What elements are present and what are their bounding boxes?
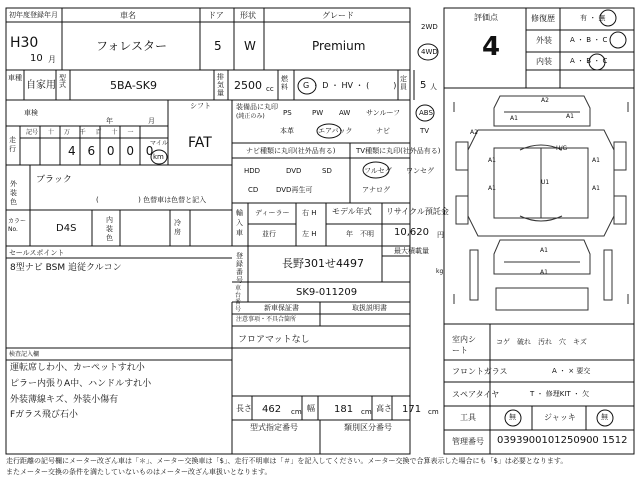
- notes: フロアマットなし: [238, 335, 310, 345]
- capacity-label: 定員: [400, 75, 407, 91]
- reg-month-unit: 月: [48, 55, 56, 64]
- usage-label: 車種: [8, 74, 22, 82]
- tv-oneseg: ワンセグ: [406, 167, 434, 175]
- selling-points-text: 8型ナビ BSM 追従クルコン: [10, 263, 122, 273]
- equip-ps: PS: [283, 109, 292, 117]
- tools-value: 無: [509, 413, 516, 421]
- height-unit: cm: [428, 408, 439, 416]
- inspector-line-3: 外装薄線キズ、外装小傷有: [10, 395, 119, 405]
- drive-4wd: 4WD: [421, 48, 438, 56]
- usage: 自家用: [26, 80, 56, 91]
- spare-label: スペアタイヤ: [452, 390, 500, 399]
- class-label: 類別区分番号: [344, 423, 392, 432]
- diag-label: U1: [541, 179, 550, 186]
- inspector-line-2: ピラー内張りA中、ハンドルすれ小: [10, 379, 152, 389]
- diag-label: A1: [592, 185, 600, 192]
- inspector-line-1: 運転席しわ小、カーペットすれ小: [10, 363, 145, 373]
- color-note: ( ) 色替車は色替と記入: [96, 196, 207, 204]
- footer-line-1: 走行距離の記号欄にメーター改ざん車は「＊」、メーター交換車は「$」、走行不明車は「＃」を記入してください。メーター交換で合算表示した場合にも「$」は必要となります。: [6, 457, 568, 465]
- height-label: 高さ: [376, 404, 392, 413]
- equip-navi: ナビ: [376, 127, 390, 135]
- seats-options: コゲ 破れ 汚れ 穴 キズ: [496, 338, 587, 346]
- navi-dvd-play: DVD再生可: [276, 186, 313, 194]
- digits-header: 記号 十 万 千 百 十 一: [26, 129, 134, 136]
- grade-label: グレード: [322, 11, 354, 20]
- kg-unit: kg: [436, 268, 444, 275]
- reg-number: 長野301せ4497: [282, 257, 364, 270]
- model-year: 年 不明: [346, 230, 374, 238]
- glass-options: A ・ × 要交: [552, 367, 591, 375]
- length-label: 長さ: [236, 404, 252, 413]
- tools-label: 工具: [460, 413, 476, 422]
- type-approval-label: 型式指定番号: [250, 423, 298, 432]
- equip-abs: ABS: [419, 109, 433, 117]
- diag-label: A1: [566, 113, 574, 120]
- inspector-label: 検査記入欄: [9, 351, 40, 358]
- spare-options: T ・ 修理KIT ・ 欠: [530, 390, 590, 398]
- navi-hdd: HDD: [244, 167, 261, 175]
- diag-label: A2: [541, 97, 549, 104]
- new-guarantee: 新車保証書: [264, 304, 299, 312]
- model-year-label: モデル年式: [332, 207, 372, 216]
- chassis-label: 車台番号: [235, 285, 242, 313]
- color-label: 外装色: [10, 180, 17, 206]
- car-diagram: [454, 96, 628, 310]
- model-label: 型式: [59, 74, 66, 89]
- import-dealer: ディーラー: [255, 209, 290, 217]
- yen-unit: 円: [437, 231, 444, 239]
- equip-aw: AW: [339, 109, 351, 117]
- mileage-value: 4 6 0 0 0: [68, 144, 154, 158]
- width-unit: cm: [361, 408, 372, 416]
- jack-label: ジャッキ: [544, 413, 576, 422]
- navi-sd: SD: [322, 167, 332, 175]
- max-load-label: 最大積載量: [394, 247, 429, 255]
- doors-label: ドア: [208, 11, 224, 20]
- fuel-label: 燃料: [281, 75, 288, 91]
- diag-label: A1: [540, 269, 548, 276]
- mile-label: マイル: [150, 140, 168, 147]
- mgmt-label: 管理番号: [452, 437, 484, 446]
- car-name-label: 車名: [120, 11, 136, 20]
- import-right: 右 H: [302, 209, 317, 217]
- diag-label: A1: [510, 115, 518, 122]
- repair-options: 有 ・ 無: [580, 14, 606, 22]
- drive-2wd: 2WD: [421, 23, 438, 31]
- reg-year-label: 初年度登録年月: [9, 11, 58, 19]
- tv-title: TV種類に丸印(社外品有る): [356, 147, 441, 155]
- shaken-year-unit: 年: [106, 117, 113, 125]
- navi-title: ナビ種類に丸印(社外品有る): [246, 147, 336, 155]
- manual: 取扱説明書: [352, 304, 387, 312]
- reg-year: H30: [10, 35, 39, 51]
- selling-points-label: セールスポイント: [9, 249, 65, 257]
- shaken-month-unit: 月: [148, 117, 155, 125]
- length: 462: [262, 404, 282, 415]
- equip-leather: 本革: [280, 127, 294, 135]
- chassis: SK9-011209: [296, 287, 358, 298]
- equip-pw: PW: [312, 109, 324, 117]
- tv-fullseg: フルセグ: [364, 167, 392, 175]
- color-no-label: カラーNo.: [8, 218, 27, 233]
- shaken-label: 車検: [24, 109, 38, 117]
- exterior-options: A ・ B ・ C: [570, 36, 608, 44]
- score: 4: [482, 32, 501, 62]
- jack-value: 無: [601, 413, 608, 421]
- repair-label: 修復歴: [531, 14, 555, 23]
- diag-label: A1: [592, 157, 600, 164]
- grade: Premium: [312, 39, 366, 53]
- cold-label: 冷房: [174, 219, 181, 236]
- navi-dvd: DVD: [286, 167, 302, 175]
- interior-color-label: 内装色: [106, 216, 113, 242]
- interior-label: 内装: [536, 57, 552, 66]
- diag-label: A2: [470, 129, 478, 136]
- mileage-label: 走行: [9, 136, 16, 153]
- width-label: 幅: [307, 404, 315, 413]
- color-value: ブラック: [36, 175, 72, 185]
- equip-sunroof: サンルーフ: [366, 109, 401, 117]
- capacity: 5: [420, 80, 427, 91]
- navi-cd: CD: [248, 186, 259, 194]
- diag-label: H/G: [556, 145, 568, 152]
- import-parallel: 並行: [262, 230, 276, 238]
- footer-line-2: またメーター交換の条件を満たしていないものはメーター改ざん車扱いとなります。: [6, 468, 272, 476]
- mgmt-number: 0393900101250900 1512: [497, 435, 628, 446]
- model: 5BA-SK9: [110, 79, 157, 92]
- equip-airbag: エアバック: [318, 127, 353, 135]
- equipment-subtitle: (純正のみ): [236, 113, 265, 120]
- shift-label: シフト: [190, 102, 211, 110]
- displacement-label: 排気量: [217, 73, 224, 97]
- diag-label: A1: [488, 157, 496, 164]
- width: 181: [334, 404, 354, 415]
- color-no: D4S: [56, 223, 77, 234]
- length-unit: cm: [291, 408, 302, 416]
- cc-unit: cc: [266, 85, 274, 93]
- inspector-line-4: Fガラス飛び石小: [10, 410, 78, 420]
- fuel-options: G ・ D ・ HV ・ ( ): [303, 81, 397, 90]
- displacement: 2500: [234, 79, 262, 92]
- shift: FAT: [188, 135, 212, 151]
- doors: 5: [214, 39, 222, 53]
- reg-month: 10: [30, 53, 43, 64]
- exterior-label: 外装: [536, 36, 552, 45]
- interior-options: A ・ B ・ C: [570, 57, 608, 65]
- score-label: 評価点: [474, 13, 498, 22]
- equipment-title: 装備品に丸印: [236, 103, 278, 111]
- reg-number-label: 登録番号: [236, 252, 243, 284]
- glass-label: フロントガラス: [452, 367, 508, 376]
- car-name: フォレスター: [96, 39, 168, 53]
- tv-analog: アナログ: [362, 186, 390, 194]
- height: 171: [402, 404, 422, 415]
- import-label: 輸入車: [236, 209, 243, 237]
- km-unit: km: [153, 153, 164, 161]
- seats-label: 室内シート: [452, 335, 476, 355]
- notes-label: 注意事項・不具合箇所: [236, 316, 297, 323]
- diag-label: A1: [540, 247, 548, 254]
- recycle-label: リサイクル預託金: [386, 207, 449, 216]
- shape: W: [244, 39, 256, 53]
- equip-tv: TV: [420, 127, 430, 135]
- diag-label: A1: [488, 185, 496, 192]
- shape-label: 形状: [240, 11, 256, 20]
- recycle-value: 10,620: [394, 227, 429, 238]
- import-left: 左 H: [302, 230, 317, 238]
- capacity-unit: 人: [430, 83, 437, 91]
